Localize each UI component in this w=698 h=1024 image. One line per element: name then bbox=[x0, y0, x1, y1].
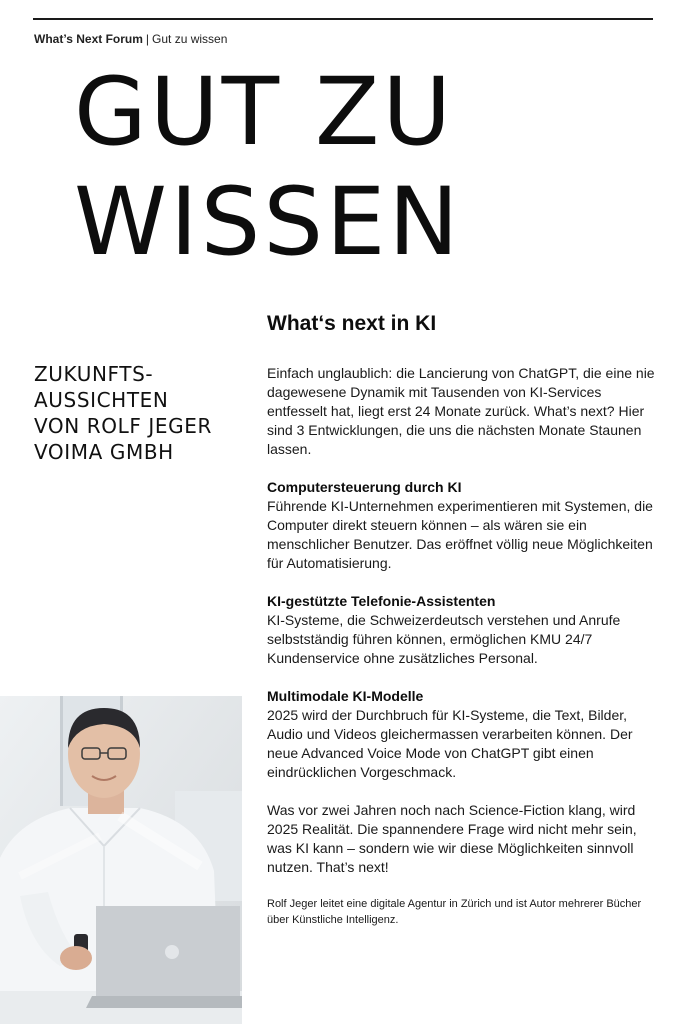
section-name: Gut zu wissen bbox=[152, 32, 228, 46]
article-heading: What‘s next in KI bbox=[267, 312, 437, 335]
article-section bbox=[267, 687, 659, 782]
subtitle-line-3: VON ROLF JEGER bbox=[34, 414, 212, 438]
running-head bbox=[34, 32, 227, 46]
article-section bbox=[267, 592, 659, 668]
article-intro: Einfach unglaublich: die Lancierung von ChatGPT, die eine nie dagewesene Dynamik mit Tausenden von KI-Services entfesselt hat, liegt erst 24 Monate zurück. What’s next? Hier sind 3 Entwicklungen, die uns die nächsten Monate Staunen lassen. bbox=[267, 365, 655, 457]
title-line-2: WISSEN bbox=[74, 168, 462, 277]
author-photo bbox=[0, 696, 242, 1024]
article-column bbox=[267, 312, 659, 947]
header-separator: | bbox=[145, 32, 150, 46]
section-text: 2025 wird der Durchbruch für KI-Systeme, die Text, Bilder, Audio und Videos gleichermassen verarbeiten können. Der neue Advanced Voice Mode von ChatGPT gibt einen eindrücklichen Vorgeschmack. bbox=[267, 707, 633, 780]
article-section bbox=[267, 478, 659, 573]
author-bio: Rolf Jeger leitet eine digitale Agentur in Zürich und ist Autor mehrerer Bücher über Künstliche Intelligenz. bbox=[267, 898, 642, 926]
subtitle-line-2: AUSSICHTEN bbox=[34, 388, 169, 412]
article-closing: Was vor zwei Jahren noch nach Science-Fiction klang, wird 2025 Realität. Die spannendere Frage wird nicht mehr sein, was KI kann – sondern wie wir diese Möglichkeiten sinnvoll nutzen. That’s next! bbox=[267, 802, 637, 875]
author-photo-illustration bbox=[0, 696, 242, 1024]
page-title bbox=[74, 58, 462, 278]
title-line-1: GUT ZU bbox=[74, 58, 455, 167]
section-heading: Multimodale KI-Modelle bbox=[267, 688, 424, 704]
publication-name: What’s Next Forum bbox=[34, 32, 143, 46]
section-heading: KI-gestützte Telefonie-Assistenten bbox=[267, 593, 496, 609]
subtitle-line-1: ZUKUNFTS- bbox=[34, 362, 154, 386]
author-subtitle bbox=[34, 361, 212, 465]
section-text: Führende KI-Unternehmen experimentieren mit Systemen, die Computer direkt steuern können – als wären sie ein menschlicher Benutzer. Das eröffnet völlig neue Möglichkeiten für Automatisierung. bbox=[267, 498, 653, 571]
section-text: KI-Systeme, die Schweizerdeutsch verstehen und Anrufe selbstständig führen können, ermöglichen KMU 24/7 Kundenservice ohne zusätzliches Personal. bbox=[267, 612, 621, 666]
section-heading: Computersteuerung durch KI bbox=[267, 479, 462, 495]
top-rule bbox=[33, 18, 653, 20]
subtitle-line-4: VOIMA GMBH bbox=[34, 440, 174, 464]
